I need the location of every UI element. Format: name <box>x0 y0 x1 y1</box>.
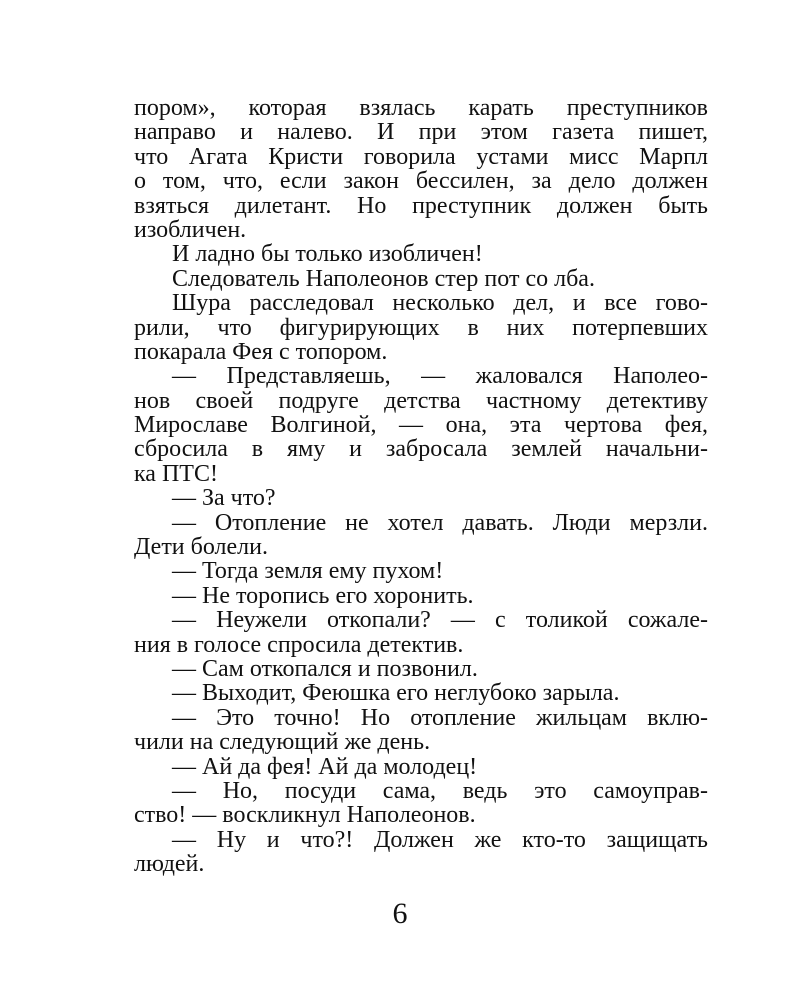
text-line-13: нов своей подруге детства частному детективу <box>134 387 708 414</box>
text-line-11: покарала Фея с топором. <box>134 338 388 365</box>
text-line-12: — Представляешь, — жаловался Наполео- <box>172 363 708 390</box>
book-page-text <box>134 96 708 877</box>
text-line-23: ния в голосе спросила детектив. <box>134 631 464 658</box>
text-line-1: пором», которая взялась карать преступников <box>134 95 708 121</box>
text-line-32: людей. <box>134 851 205 878</box>
text-line-31: — Ну и что?! Должен же кто-то защищать <box>172 826 708 853</box>
text-line-27: чили на следующий же день. <box>134 729 431 756</box>
text-line-10: рили, что фигурирующих в них потерпевших <box>134 314 708 341</box>
page-number: 6 <box>392 897 408 930</box>
text-line-29: — Но, посуди сама, ведь это самоуправ- <box>172 777 708 804</box>
text-line-15: сбросила в яму и забросала землей начальни- <box>134 436 708 463</box>
text-line-25: — Выходит, Феюшка его неглубоко зарыла. <box>172 680 620 707</box>
text-line-2: направо и налево. И при этом газета пишет, <box>134 119 708 146</box>
text-line-19: Дети болели. <box>134 534 268 561</box>
text-line-4: о том, что, если закон бессилен, за дело должен <box>134 168 708 195</box>
text-line-14: Мирославе Волгиной, — она, эта чертова фея, <box>134 412 708 439</box>
text-line-21: — Не торопись его хоронить. <box>172 582 474 609</box>
text-line-22: — Неужели откопали? — с толикой сожале- <box>172 607 708 634</box>
text-line-28: — Ай да фея! Ай да молодец! <box>172 753 478 780</box>
text-line-8: Следователь Наполеонов стер пот со лба. <box>172 265 595 292</box>
text-line-5: взяться дилетант. Но преступник должен быть <box>134 192 708 219</box>
text-line-26: — Это точно! Но отопление жильцам вклю- <box>172 704 708 731</box>
text-line-3: что Агата Кристи говорила устами мисс Марпл <box>134 143 708 170</box>
text-line-24: — Сам откопался и позвонил. <box>172 655 478 682</box>
text-line-30: ство! — воскликнул Наполеонов. <box>134 802 476 829</box>
text-line-20: — Тогда земля ему пухом! <box>172 558 444 585</box>
text-line-18: — Отопление не хотел давать. Люди мерзли. <box>172 509 708 536</box>
text-line-9: Шура расследовал несколько дел, и все гово- <box>172 290 708 317</box>
text-line-6: изобличен. <box>134 216 247 243</box>
text-line-7: И ладно бы только изобличен! <box>172 241 483 268</box>
text-line-17: — За что? <box>172 485 276 512</box>
text-line-16: ка ПТС! <box>134 460 218 487</box>
